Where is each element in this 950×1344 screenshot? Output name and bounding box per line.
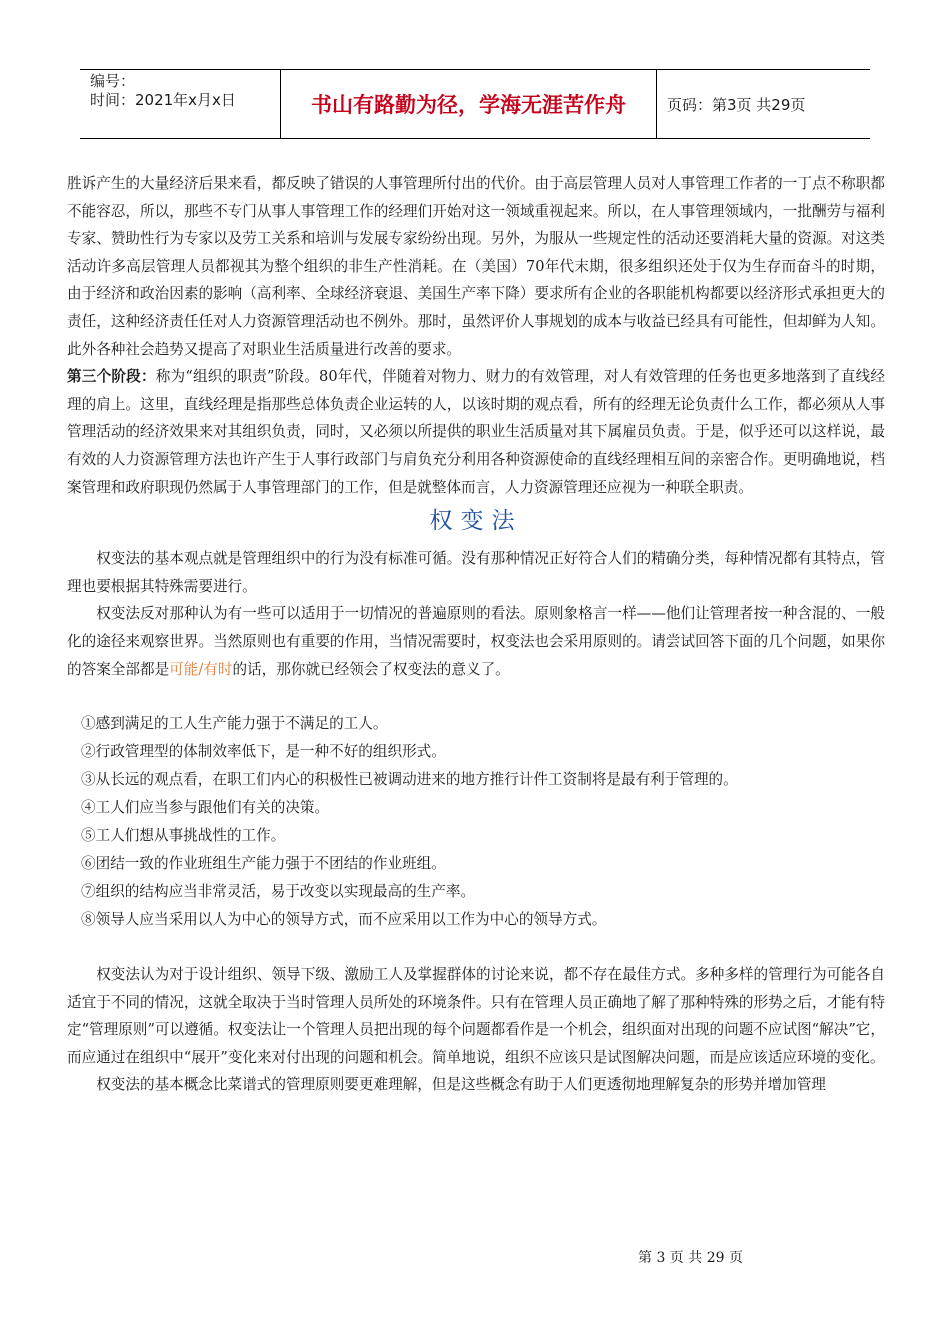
paragraph-contingency-concepts: 权变法的基本概念比菜谱式的管理原则要更难理解，但是这些概念有助于人们更透彻地理解复杂的形势并增加管理 <box>96 1076 826 1094</box>
header-motto: 书山有路勤为径，学海无涯苦作舟 <box>280 70 657 138</box>
section-title: 权变法 <box>429 508 523 535</box>
paragraph-contingency-view: 权变法认为对于设计组织、领导下级、激励工人及掌握群体的讨论来说，都不存在最佳方式。多种多样的管理行为可能各自适宜于不同的情况，这就全取决于当时管理人员所处的环境条件。只有在管理人员正确地了解了那种特殊的形势之后，才能有特定“管理原则”可以遵循。权变法让一个管理人员把出现的每个问题都看作是一个机会，组织面对出现的问题不应试图“解决”它，而应通过在组织中“展开”变化来对付出现的问题和机会。简单地说，组织不应该只是试图解决问题，而是应该适应环境的变化。 <box>67 966 885 1066</box>
paragraph-contingency-principles <box>67 600 885 683</box>
question-item: ①感到满足的工人生产能力强于不满足的工人。 <box>81 715 388 733</box>
question-item: ⑦组织的结构应当非常灵活，易于改变以实现最高的生产率。 <box>81 883 476 901</box>
question-item: ⑤工人们想从事挑战性的工作。 <box>81 827 286 845</box>
highlight-answer: 可能/有时 <box>169 660 233 678</box>
stage-three-text: 称为“组织的职责”阶段。80年代，伴随着对物力、财力的有效管理，对人有效管理的任务也更多地落到了直线经理的肩上。这里，直线经理是指那些总体负责企业运转的人，以该时期的观点看，所有的经理无论负责什么工作，都必须从人事管理活动的经济效果来对其组织负责，同时，又必须以所提供的职业生活质量对其下属雇员负责。于是，似乎还可以这样说，最有效的人力资源管理方法也许产生于人事行政部门与肩负充分利用各种资源使命的直线经理相互间的亲密合作。更明确地说，档案管理和政府职现仍然属于人事管理部门的工作，但是就整体而言，人力资源管理还应视为一种联全职责。 <box>67 368 885 496</box>
question-item: ②行政管理型的体制效率低下，是一种不好的组织形式。 <box>81 743 446 761</box>
page-footer: 第 3 页 共 29 页 <box>638 1250 743 1266</box>
document-body <box>67 170 885 1099</box>
principles-text-before: 权变法反对那种认为有一些可以适用于一切情况的普遍原则的看法。原则象格言一样——他们让管理者按一种含混的、一般化的途径来观察世界。当然原则也有重要的作用，当情况需要时，权变法也会采用原则的。请尝试回答下面的几个问题，如果你的答案全部都是 <box>67 605 885 678</box>
paragraph-stage-three <box>67 363 885 501</box>
question-item: ③从长远的观点看，在职工们内心的积极性已被调动进来的地方推行计件工资制将是最有利于管理的。 <box>81 771 738 789</box>
header-meta <box>80 70 280 138</box>
paragraph-continued: 胜诉产生的大量经济后果来看，都反映了错误的人事管理所付出的代价。由于高层管理人员对人事管理工作者的一丁点不称职都不能容忍，所以，那些不专门从事人事管理工作的经理们开始对这一领域重视起来。所以，在人事管理领域内，一批酬劳与福利专家、赞助性行为专家以及劳工关系和培训与发展专家纷纷出现。另外，为服从一些规定性的活动还要消耗大量的资源。对这类活动许多高层管理人员都视其为整个组织的非生产性消耗。在（美国）70年代末期，很多组织还处于仅为生存而奋斗的时期，由于经济和政治因素的影响（高利率、全球经济衰退、美国生产率下降）要求所有企业的各职能机构都要以经济形式承担更大的责任，这种经济责任任对人力资源管理活动也不例外。那时，虽然评价人事规划的成本与收益已经具有可能性，但却鲜为人知。此外各种社会趋势又提高了对职业生活质量进行改善的要求。 <box>67 175 885 358</box>
spacer <box>67 934 885 961</box>
principles-text-after: 的话，那你就已经领会了权变法的意义了。 <box>232 660 510 678</box>
header-number-label: 编号： <box>90 72 136 90</box>
question-item: ⑥团结一致的作业班组生产能力强于不团结的作业班组。 <box>81 855 446 873</box>
stage-three-label: 第三个阶段： <box>67 368 156 386</box>
spacer <box>67 683 885 710</box>
header-time-label: 时间：2021年x月x日 <box>90 91 236 109</box>
header-page-label: 页码：第3页 共29页 <box>667 95 806 114</box>
page-header <box>80 69 870 139</box>
question-list <box>67 710 885 934</box>
paragraph-contingency-basic: 权变法的基本观点就是管理组织中的行为没有标准可循。没有那种情况正好符合人们的精确分类，每种情况都有其特点，管理也要根据其特殊需要进行。 <box>67 550 885 595</box>
question-item: ④工人们应当参与跟他们有关的决策。 <box>81 799 330 817</box>
question-item: ⑧领导人应当采用以人为中心的领导方式，而不应采用以工作为中心的领导方式。 <box>81 911 607 929</box>
